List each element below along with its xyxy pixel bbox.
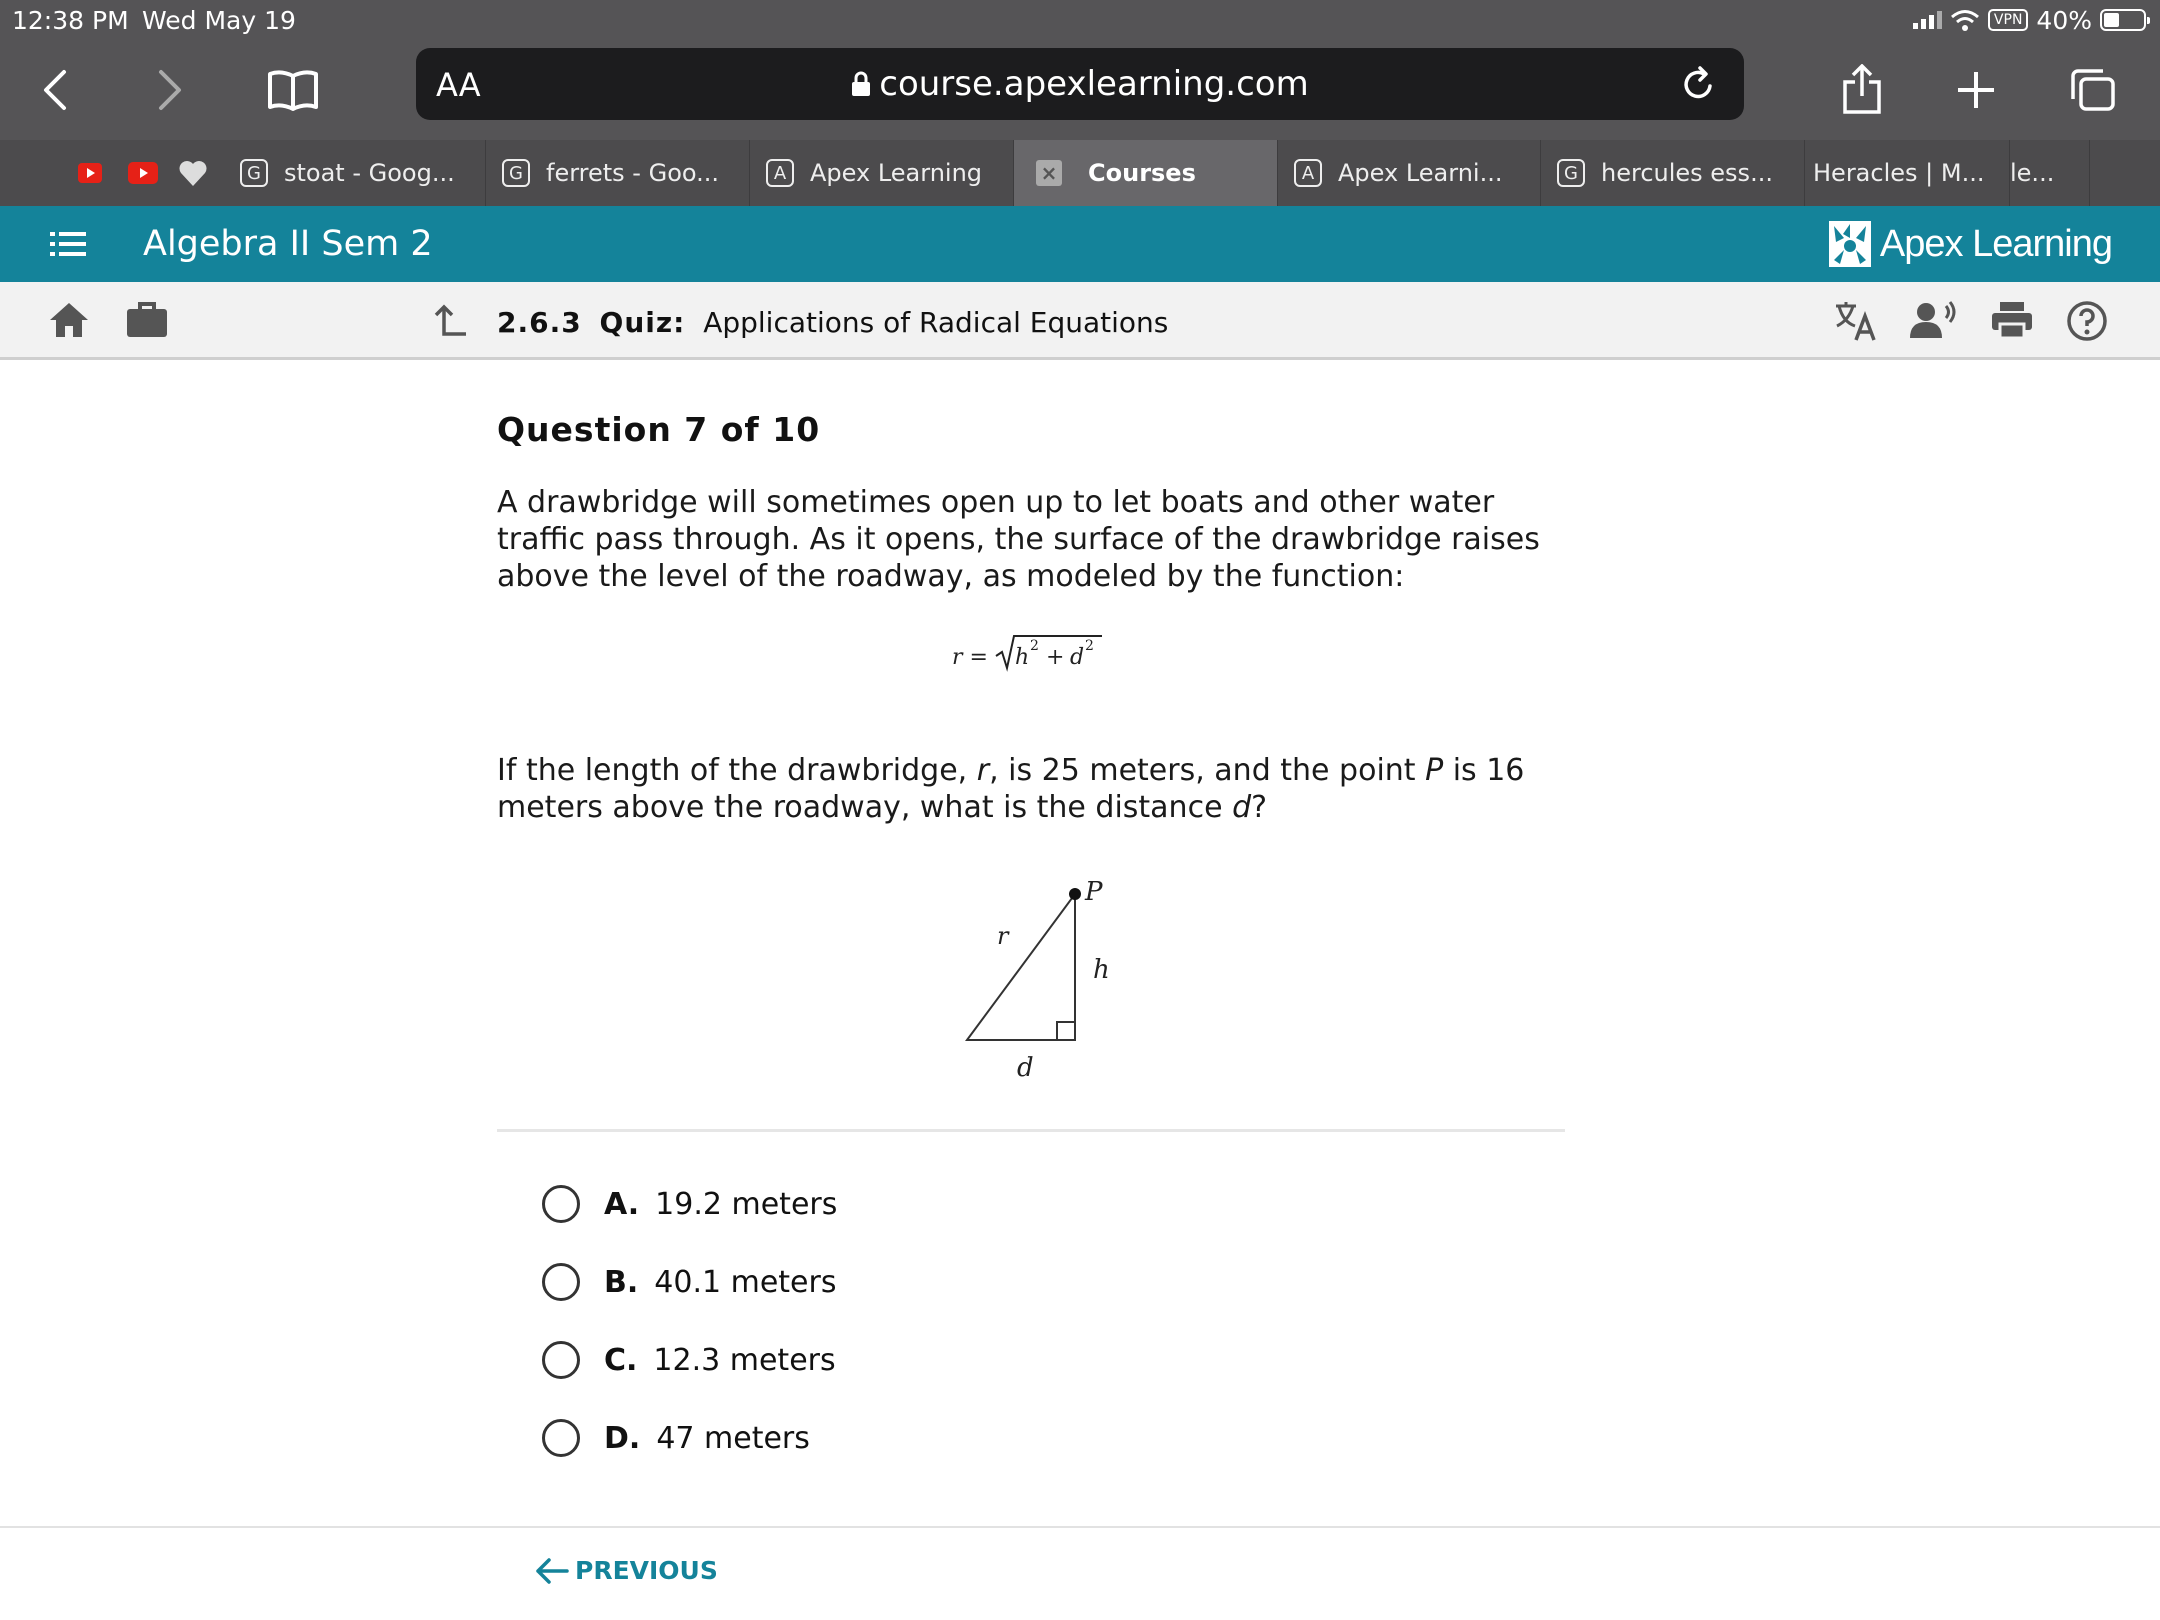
- close-tab-icon[interactable]: ×: [1036, 160, 1062, 186]
- question-intro: A drawbridge will sometimes open up to let boats and other water traffic pass through. As it opens, the surface of the drawbridge raises above the level of the roadway, as modeled by the function:: [497, 485, 1540, 594]
- tab-apex-learning-2[interactable]: [1278, 140, 1541, 206]
- cellular-signal-icon: [1913, 11, 1942, 29]
- lock-icon: [851, 71, 871, 97]
- google-icon: G: [502, 159, 530, 187]
- battery-percent: 40%: [2036, 5, 2092, 35]
- battery-icon: [2100, 9, 2146, 31]
- tab-label: Heracles | M...: [1813, 159, 1985, 187]
- lesson-number: 2.6.3: [497, 306, 582, 339]
- radio-button[interactable]: [542, 1419, 580, 1457]
- formula-d-exponent: 2: [1085, 638, 1094, 654]
- help-icon[interactable]: [2066, 300, 2108, 342]
- label-d: d: [1017, 1053, 1034, 1083]
- tab-heracles[interactable]: [1805, 140, 2010, 206]
- lesson-type: Quiz:: [599, 306, 686, 339]
- tab-label: Courses: [1088, 159, 1196, 187]
- text-to-speech-icon[interactable]: [1910, 300, 1958, 340]
- google-icon: G: [240, 159, 268, 187]
- choice-letter: B.: [604, 1264, 639, 1300]
- radio-button[interactable]: [542, 1185, 580, 1223]
- vpn-badge: VPN: [1988, 9, 2029, 31]
- choice-text: 40.1 meters: [654, 1264, 837, 1300]
- up-level-icon[interactable]: [432, 304, 468, 338]
- tab-label: hercules ess...: [1601, 159, 1773, 187]
- previous-button[interactable]: [535, 1556, 718, 1585]
- bookmarks-icon[interactable]: [265, 40, 321, 140]
- url-display[interactable]: [416, 64, 1744, 104]
- reload-icon[interactable]: [1682, 66, 1716, 102]
- answer-choice-a[interactable]: [542, 1174, 837, 1234]
- prompt-text: If the length of the drawbridge,: [497, 753, 977, 788]
- tab-apex-learning[interactable]: [750, 140, 1014, 206]
- label-p: P: [1085, 877, 1103, 907]
- lesson-toolbar: [0, 282, 2160, 360]
- prompt-text: , is 25 meters, and the point: [989, 753, 1426, 788]
- status-indicators: [1913, 4, 2146, 36]
- arrow-left-icon: [535, 1557, 569, 1585]
- breadcrumb: [497, 306, 1168, 339]
- answer-choice-d[interactable]: [542, 1408, 810, 1468]
- choice-letter: D.: [604, 1420, 641, 1456]
- back-icon[interactable]: [30, 40, 80, 140]
- tab-label: le...: [2010, 159, 2055, 187]
- question-title: Question 7 of 10: [497, 410, 821, 449]
- tab-courses[interactable]: [1014, 140, 1278, 206]
- divider: [497, 1129, 1565, 1132]
- previous-label: PREVIOUS: [575, 1556, 718, 1585]
- briefcase-icon[interactable]: [125, 300, 169, 340]
- status-time: 12:38 PM: [12, 6, 129, 35]
- wifi-icon: [1950, 8, 1980, 32]
- formula-image: [952, 630, 1112, 674]
- share-icon[interactable]: [1838, 40, 1886, 140]
- choice-letter: C.: [604, 1342, 638, 1378]
- status-date: Wed May 19: [142, 6, 296, 35]
- lesson-title: Applications of Radical Equations: [703, 306, 1169, 339]
- course-title: Algebra II Sem 2: [143, 224, 433, 264]
- apex-logo-icon: [1828, 220, 1872, 268]
- tab-ferrets[interactable]: [486, 140, 750, 206]
- tab-label: Apex Learni...: [1338, 159, 1503, 187]
- answer-choice-c[interactable]: [542, 1330, 836, 1390]
- formula-d: d: [1070, 645, 1085, 670]
- youtube-icon: [78, 163, 102, 183]
- prompt-text: ?: [1251, 790, 1268, 825]
- var-d: d: [1232, 790, 1252, 825]
- tab-stoat[interactable]: [224, 140, 486, 206]
- quiz-footer: [0, 1526, 2160, 1620]
- radio-button[interactable]: [542, 1341, 580, 1379]
- apex-icon: A: [766, 159, 794, 187]
- choice-text: 19.2 meters: [655, 1186, 838, 1222]
- formula-lhs: r =: [952, 645, 988, 670]
- menu-list-icon[interactable]: [48, 226, 88, 262]
- tab-hercules[interactable]: [1541, 140, 1805, 206]
- apex-icon: A: [1294, 159, 1322, 187]
- label-h: h: [1093, 955, 1110, 985]
- radio-button[interactable]: [542, 1263, 580, 1301]
- translate-icon[interactable]: [1834, 300, 1878, 342]
- home-icon[interactable]: [48, 300, 90, 340]
- new-tab-icon[interactable]: [1954, 40, 1998, 140]
- formula-h: h: [1015, 645, 1030, 670]
- answer-choice-b[interactable]: [542, 1252, 836, 1312]
- question-prompt: [497, 752, 1567, 826]
- tab-strip: [0, 140, 2160, 206]
- print-icon[interactable]: [1990, 300, 2034, 340]
- url-text: course.apexlearning.com: [879, 64, 1309, 104]
- pinned-tabs[interactable]: [0, 140, 230, 206]
- apex-logo: [1828, 220, 2112, 268]
- forward-icon[interactable]: [145, 40, 195, 140]
- reader-text-size-button[interactable]: AA: [436, 66, 481, 104]
- address-bar[interactable]: [416, 48, 1744, 120]
- course-header: [0, 206, 2160, 282]
- choice-letter: A.: [604, 1186, 640, 1222]
- formula-plus: +: [1046, 645, 1065, 670]
- var-r: r: [976, 753, 990, 788]
- brand-name: Apex Learning: [1879, 222, 2112, 265]
- tab-label: Apex Learning: [810, 159, 983, 187]
- youtube-icon: [128, 162, 158, 184]
- choice-text: 47 meters: [656, 1420, 810, 1456]
- label-r: r: [997, 922, 1009, 950]
- formula-h-exponent: 2: [1030, 638, 1039, 654]
- browser-toolbar: [0, 40, 2160, 140]
- triangle-diagram: [957, 870, 1117, 1090]
- var-p: P: [1425, 753, 1444, 788]
- choice-text: 12.3 meters: [653, 1342, 836, 1378]
- tab-overview-icon[interactable]: [2068, 40, 2118, 140]
- heart-icon: [178, 159, 208, 187]
- tab-le[interactable]: [2010, 140, 2090, 206]
- tab-label: stoat - Goog...: [284, 159, 455, 187]
- tab-label: ferrets - Goo...: [546, 159, 720, 187]
- prompt-text: is 16 meters above the roadway, what is the distance: [497, 753, 1525, 825]
- status-bar: [0, 0, 2160, 40]
- google-icon: G: [1557, 159, 1585, 187]
